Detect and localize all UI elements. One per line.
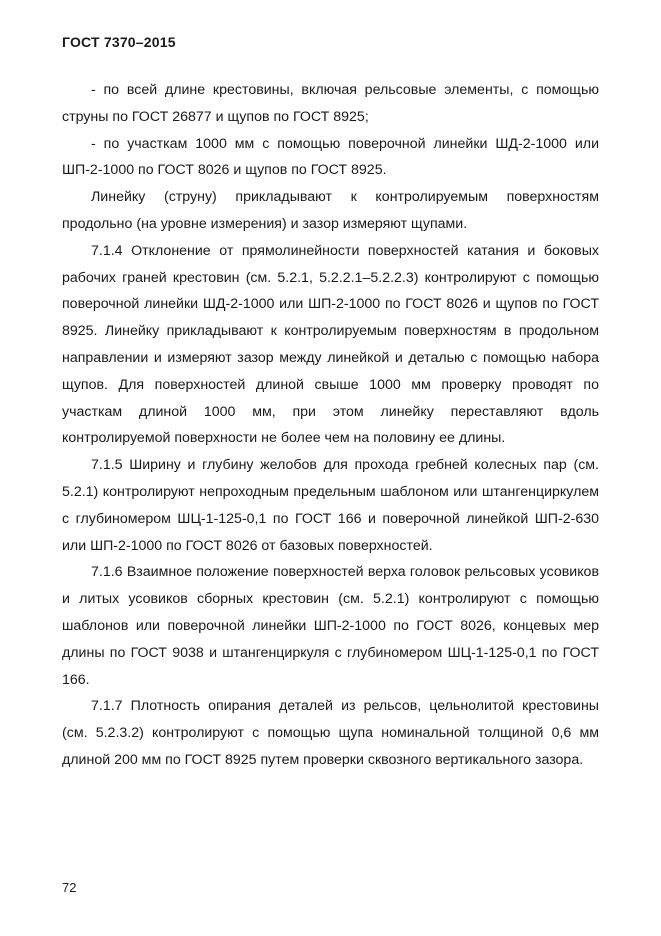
paragraph-7-1-4: 7.1.4 Отклонение от прямолинейности поверхностей катания и боковых рабочих граней крестовин (см. 5.2.1, 5.2.2.1–5.2.2.3) контролируют с помощью поверочной линейки ШД-2-1000 или ШП-2-1000 по ГОСТ 8026 и щупов по ГОСТ 8925. Линейку прикладывают к контролируемым поверхностям в продольном направлении и измеряют зазор между линейкой и деталью с помощью набора щупов. Для поверхностей длиной свыше 1000 мм проверку проводят по участкам длиной 1000 мм, при этом линейку переставляют вдоль контролируемой поверхности не более чем на половину ее длины.: [62, 242, 599, 447]
paragraph-7-1-5: 7.1.5 Ширину и глубину желобов для прохода гребней колесных пар (см. 5.2.1) контролируют непроходным предельным шаблоном или штангенциркулем с глубиномером ШЦ-1-125-0,1 по ГОСТ 166 и поверочной линейкой ШП-2-630 или ШП-2-1000 по ГОСТ 8026 от базовых поверхностей.: [62, 457, 599, 554]
document-body: [62, 77, 599, 774]
document-header: ГОСТ 7370–2015: [62, 34, 176, 50]
paragraph-7-1-7: 7.1.7 Плотность опирания деталей из рельсов, цельнолитой крестовины (см. 5.2.3.2) контролируют с помощью щупа номинальной толщиной 0,6 мм длиной 200 мм по ГОСТ 8925 путем проверки сквозного вертикального зазора.: [62, 698, 599, 768]
page-number: 72: [62, 880, 77, 895]
paragraph-ruler-application: Линейку (струну) прикладывают к контролируемым поверхностям продольно (на уровне измерения) и зазор измеряют щупами.: [62, 189, 599, 232]
paragraph-7-1-6: 7.1.6 Взаимное положение поверхностей верха головок рельсовых усовиков и литых усовиков сборных крестовин (см. 5.2.1) контролируют с помощью шаблонов или поверочной линейки ШП-2-1000 по ГОСТ 8026, концевых мер длины по ГОСТ 9038 и штангенциркуля с глубиномером ШЦ-1-125-0,1 по ГОСТ 166.: [62, 564, 599, 688]
paragraph-string-check: - по всей длине крестовины, включая рельсовые элементы, с помощью струны по ГОСТ 26877 и щупов по ГОСТ 8925;: [62, 82, 599, 125]
paragraph-ruler-sections: - по участкам 1000 мм с помощью поверочной линейки ШД-2-1000 или ШП-2-1000 по ГОСТ 8026 и щупов по ГОСТ 8925.: [62, 135, 599, 179]
